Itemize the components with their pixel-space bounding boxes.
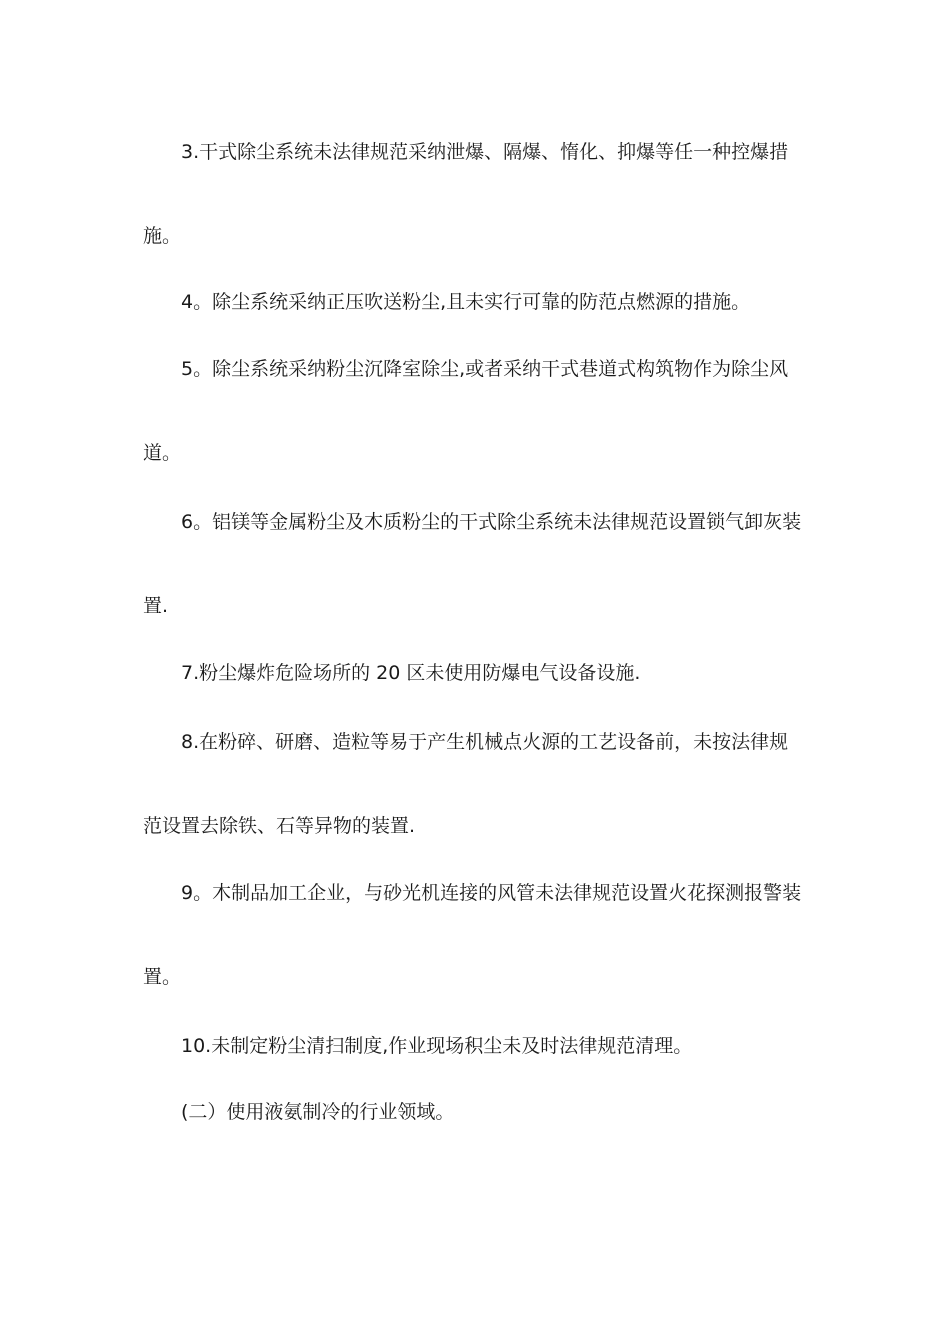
paragraph-line: 10.未制定粉尘清扫制度,作业现场积尘未及时法律规范清理。: [181, 1035, 693, 1057]
paragraph-line: 3.干式除尘系统未法律规范采纳泄爆、隔爆、惰化、抑爆等任一种控爆措: [181, 141, 789, 163]
paragraph-line: 6。铝镁等金属粉尘及木质粉尘的干式除尘系统未法律规范设置锁气卸灰装: [181, 511, 802, 533]
paragraph-line: 4。除尘系统采纳正压吹送粉尘,且未实行可靠的防范点燃源的措施。: [181, 291, 751, 313]
paragraph-line: 7.粉尘爆炸危险场所的 20 区未使用防爆电气设备设施.: [181, 662, 641, 684]
paragraph-line: 施。: [143, 225, 182, 247]
paragraph-line: 9。木制品加工企业，与砂光机连接的风管未法律规范设置火花探测报警装: [181, 882, 802, 904]
paragraph-line: 范设置去除铁、石等异物的装置.: [143, 815, 416, 837]
paragraph-line: 8.在粉碎、研磨、造粒等易于产生机械点火源的工艺设备前，未按法律规: [181, 731, 789, 753]
paragraph-line: 道。: [143, 442, 182, 464]
paragraph-line: 5。除尘系统采纳粉尘沉降室除尘,或者采纳干式巷道式构筑物作为除尘风: [181, 358, 789, 380]
section-heading: (二）使用液氨制冷的行业领域。: [181, 1101, 455, 1123]
paragraph-line: 置.: [143, 595, 169, 617]
paragraph-line: 置。: [143, 966, 182, 988]
